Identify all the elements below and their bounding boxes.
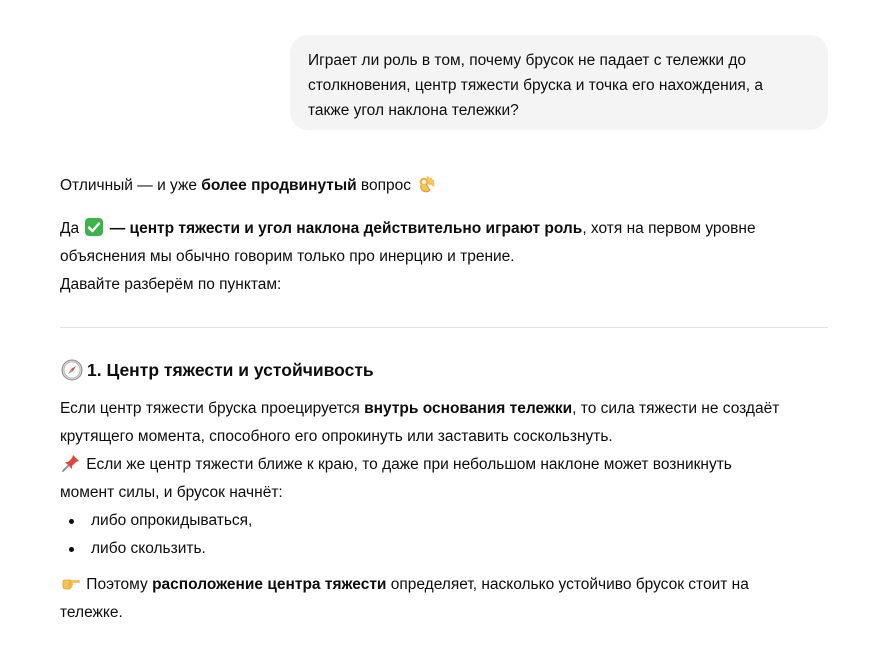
paragraph-line: крутящего момента, способного его опрокинуть или заставить соскользнуть. [60,428,613,445]
list-item [60,535,830,563]
pushpin-icon [61,453,81,473]
user-message-line: столкновения, центр тяжести бруска и точка его нахождения, а [308,77,764,94]
paragraph-bold-text: расположение центра тяжести [152,576,387,593]
intro-bold-text: более продвинутый [201,177,357,194]
paragraph-line: Если же центр тяжести ближе к краю, то даже при небольшом наклоне может возникнуть [82,456,732,473]
assistant-message [60,172,830,299]
section-heading-text: 1. Центр тяжести и устойчивость [87,360,374,380]
compass-icon [61,359,83,381]
list-item-text: либо опрокидываться, [91,512,253,529]
divider [60,327,828,328]
answer-line: объяснения мы обычно говорим только про инерцию и трение. [60,248,515,265]
paragraph-line: тележке. [60,604,123,621]
user-message-line: Играет ли роль в том, почему брусок не падает с тележки до [308,52,747,69]
answer-line: Давайте разберём по пунктам: [60,276,282,293]
section-heading [60,356,830,384]
answer-bold-text: — центр тяжести и угол наклона действительно играют роль [105,220,583,237]
answer-paragraph [60,215,830,299]
pointing-hand-icon [61,573,81,593]
paragraph-text: Поэтому [82,576,153,593]
section-paragraph [60,395,830,507]
paragraph-text-end: , то сила тяжести не создаёт [572,400,780,417]
intro-paragraph [60,172,830,200]
paragraph-text: Если центр тяжести бруска проецируется [60,400,365,417]
user-message-line: также угол наклона тележки? [308,102,519,119]
user-message-bubble [290,35,828,130]
paragraph-line: момент силы, и брусок начнёт: [60,484,283,501]
intro-text-end: вопрос [356,177,411,194]
list-item [60,507,830,535]
paragraph-bold-text: внутрь основания тележки [364,400,573,417]
bullet-list [60,507,830,563]
conclusion-paragraph [60,571,830,627]
answer-text: Да [60,220,80,237]
list-item-text: либо скользить. [91,540,206,557]
ok-hand-icon [416,174,436,194]
paragraph-text-end: определяет, насколько устойчиво брусок стоит на [386,576,749,593]
check-mark-button-icon [84,217,104,237]
intro-text: Отличный — и уже [60,177,202,194]
section-center-of-gravity [60,356,830,627]
answer-text-end: , хотя на первом уровне [582,220,756,237]
